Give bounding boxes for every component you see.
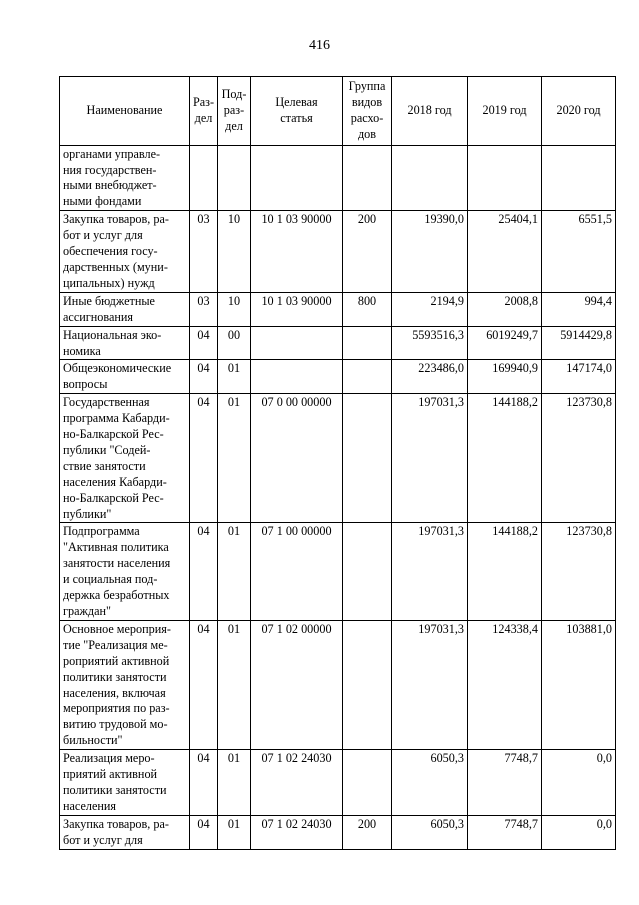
gruppa-vidov-cell: 200 — [343, 815, 392, 849]
value-2018-cell: 19390,0 — [392, 211, 468, 293]
header-line: Раз- — [192, 94, 215, 109]
name-cell — [60, 815, 190, 849]
razdel-cell: 04 — [190, 750, 218, 816]
table-row — [60, 620, 616, 749]
razdel-cell — [190, 145, 218, 211]
name-line: публики "Содей- — [63, 442, 151, 457]
name-cell — [60, 360, 190, 394]
podrazdel-cell: 01 — [218, 750, 251, 816]
value-2019-cell: 169940,9 — [468, 360, 542, 394]
gruppa-vidov-cell — [343, 360, 392, 394]
table-row — [60, 815, 616, 849]
value-2019-cell: 144188,2 — [468, 394, 542, 523]
razdel-cell: 03 — [190, 211, 218, 293]
razdel-cell: 03 — [190, 292, 218, 326]
name-cell — [60, 394, 190, 523]
value-2019-cell: 2008,8 — [468, 292, 542, 326]
podrazdel-cell: 00 — [218, 326, 251, 360]
tselevaya-statya-cell: 10 1 03 90000 — [251, 211, 343, 293]
value-2018-cell: 2194,9 — [392, 292, 468, 326]
name-line: населения — [63, 798, 117, 813]
header-gruppa-vidov-raskhodov — [343, 77, 392, 146]
name-line: бот и услуг для — [63, 228, 143, 243]
razdel-cell: 04 — [190, 620, 218, 749]
name-line: витию трудовой мо- — [63, 717, 168, 732]
name-line: публики" — [63, 506, 112, 521]
table-row — [60, 292, 616, 326]
header-line: Группа — [348, 79, 386, 93]
header-row — [60, 77, 616, 146]
value-2020-cell: 147174,0 — [542, 360, 616, 394]
name-line: программа Кабарди- — [63, 411, 170, 426]
name-line: обеспечения госу- — [63, 244, 158, 259]
table-row — [60, 360, 616, 394]
name-line: держка безработных — [63, 588, 170, 603]
value-2020-cell: 994,4 — [542, 292, 616, 326]
header-line: Наименование — [86, 102, 163, 117]
name-line: Основное мероприя- — [63, 621, 171, 636]
razdel-cell: 04 — [190, 360, 218, 394]
value-2020-cell: 0,0 — [542, 750, 616, 816]
name-line: бот и услуг для — [63, 832, 143, 847]
name-line: и социальная под- — [63, 572, 158, 587]
name-line: но-Балкарской Рес- — [63, 427, 164, 442]
name-cell — [60, 211, 190, 293]
value-2020-cell — [542, 145, 616, 211]
tselevaya-statya-cell: 07 1 02 00000 — [251, 620, 343, 749]
name-line: Закупка товаров, ра- — [63, 816, 169, 831]
header-tselevaya-statya — [251, 77, 343, 146]
gruppa-vidov-cell — [343, 326, 392, 360]
name-line: политики занятости — [63, 782, 167, 797]
name-line: населения, включая — [63, 685, 166, 700]
podrazdel-cell: 01 — [218, 815, 251, 849]
value-2018-cell: 197031,3 — [392, 394, 468, 523]
name-line: ассигнования — [63, 309, 134, 324]
value-2020-cell: 0,0 — [542, 815, 616, 849]
tselevaya-statya-cell — [251, 145, 343, 211]
tselevaya-statya-cell — [251, 326, 343, 360]
podrazdel-cell: 10 — [218, 211, 251, 293]
name-line: Государственная — [63, 395, 150, 410]
podrazdel-cell: 01 — [218, 360, 251, 394]
table-row — [60, 523, 616, 620]
gruppa-vidov-cell — [343, 750, 392, 816]
name-line: но-Балкарской Рес- — [63, 490, 164, 505]
table-row — [60, 211, 616, 293]
name-cell — [60, 523, 190, 620]
value-2018-cell: 6050,3 — [392, 750, 468, 816]
name-cell — [60, 620, 190, 749]
tselevaya-statya-cell: 07 1 02 24030 — [251, 750, 343, 816]
name-line: Национальная эко- — [63, 327, 162, 342]
value-2019-cell: 25404,1 — [468, 211, 542, 293]
name-cell — [60, 326, 190, 360]
value-2018-cell — [392, 145, 468, 211]
value-2019-cell: 6019249,7 — [468, 326, 542, 360]
name-line: политики занятости — [63, 669, 167, 684]
name-line: бильности" — [63, 733, 123, 748]
name-line: "Активная политика — [63, 540, 169, 555]
tselevaya-statya-cell: 07 1 02 24030 — [251, 815, 343, 849]
value-2020-cell: 6551,5 — [542, 211, 616, 293]
name-line: дарственных (муни- — [63, 259, 168, 274]
name-line: вопросы — [63, 377, 108, 392]
name-line: ными фондами — [63, 194, 142, 209]
name-line: Реализация меро- — [63, 751, 155, 766]
name-line: ными внебюджет- — [63, 178, 157, 193]
header-line: расхо- — [350, 110, 384, 125]
header-line: дел — [194, 110, 213, 125]
value-2019-cell: 7748,7 — [468, 815, 542, 849]
tselevaya-statya-cell: 10 1 03 90000 — [251, 292, 343, 326]
name-line: приятий активной — [63, 767, 158, 782]
gruppa-vidov-cell — [343, 523, 392, 620]
name-line: ния государствен- — [63, 162, 157, 177]
name-cell — [60, 750, 190, 816]
table-body — [60, 145, 616, 849]
header-line: раз- — [223, 102, 245, 117]
podrazdel-cell: 01 — [218, 620, 251, 749]
value-2018-cell: 223486,0 — [392, 360, 468, 394]
header-line: статья — [280, 110, 313, 125]
gruppa-vidov-cell: 200 — [343, 211, 392, 293]
value-2020-cell: 103881,0 — [542, 620, 616, 749]
name-line: тие "Реализация ме- — [63, 637, 168, 652]
header-2020 — [542, 77, 616, 146]
value-2018-cell: 197031,3 — [392, 523, 468, 620]
value-2018-cell: 5593516,3 — [392, 326, 468, 360]
budget-table — [59, 76, 616, 850]
header-2018 — [392, 77, 468, 146]
header-podrazdel — [218, 77, 251, 146]
name-line: роприятий активной — [63, 653, 170, 668]
name-cell — [60, 145, 190, 211]
name-line: населения Кабарди- — [63, 474, 167, 489]
value-2020-cell: 123730,8 — [542, 523, 616, 620]
tselevaya-statya-cell: 07 0 00 00000 — [251, 394, 343, 523]
name-line: Общеэкономические — [63, 361, 172, 376]
podrazdel-cell: 01 — [218, 523, 251, 620]
value-2019-cell — [468, 145, 542, 211]
name-line: граждан" — [63, 604, 112, 618]
header-line: 2018 год — [407, 102, 452, 117]
header-line: видов — [351, 94, 383, 109]
header-2019 — [468, 77, 542, 146]
gruppa-vidov-cell — [343, 620, 392, 749]
podrazdel-cell: 01 — [218, 394, 251, 523]
value-2018-cell: 6050,3 — [392, 815, 468, 849]
table-row — [60, 750, 616, 816]
name-line: ствие занятости — [63, 458, 146, 473]
value-2019-cell: 124338,4 — [468, 620, 542, 749]
gruppa-vidov-cell — [343, 394, 392, 523]
name-line: органами управле- — [63, 146, 161, 161]
name-line: номика — [63, 343, 101, 358]
header-razdel — [190, 77, 218, 146]
header-line: дел — [225, 118, 243, 133]
page-number: 416 — [309, 38, 330, 53]
name-line: Закупка товаров, ра- — [63, 212, 169, 227]
razdel-cell: 04 — [190, 326, 218, 360]
header-name — [60, 77, 190, 146]
value-2018-cell: 197031,3 — [392, 620, 468, 749]
razdel-cell: 04 — [190, 394, 218, 523]
header-line: 2019 год — [482, 102, 527, 117]
podrazdel-cell — [218, 145, 251, 211]
name-line: ципальных) нужд — [63, 275, 155, 290]
razdel-cell: 04 — [190, 523, 218, 620]
razdel-cell: 04 — [190, 815, 218, 849]
name-line: занятости населения — [63, 556, 171, 571]
header-line: Целевая — [275, 94, 318, 109]
value-2019-cell: 7748,7 — [468, 750, 542, 816]
value-2020-cell: 5914429,8 — [542, 326, 616, 360]
value-2019-cell: 144188,2 — [468, 523, 542, 620]
header-line: Под- — [221, 86, 247, 101]
name-line: Иные бюджетные — [63, 293, 155, 308]
header-line: 2020 год — [556, 102, 601, 117]
name-line: Подпрограмма — [63, 524, 140, 539]
name-line: мероприятия по раз- — [63, 701, 170, 716]
tselevaya-statya-cell: 07 1 00 00000 — [251, 523, 343, 620]
value-2020-cell: 123730,8 — [542, 394, 616, 523]
header-line: дов — [357, 126, 377, 141]
table-row — [60, 326, 616, 360]
gruppa-vidov-cell — [343, 145, 392, 211]
table-row — [60, 394, 616, 523]
podrazdel-cell: 10 — [218, 292, 251, 326]
table-row — [60, 145, 616, 211]
gruppa-vidov-cell: 800 — [343, 292, 392, 326]
tselevaya-statya-cell — [251, 360, 343, 394]
name-cell — [60, 292, 190, 326]
